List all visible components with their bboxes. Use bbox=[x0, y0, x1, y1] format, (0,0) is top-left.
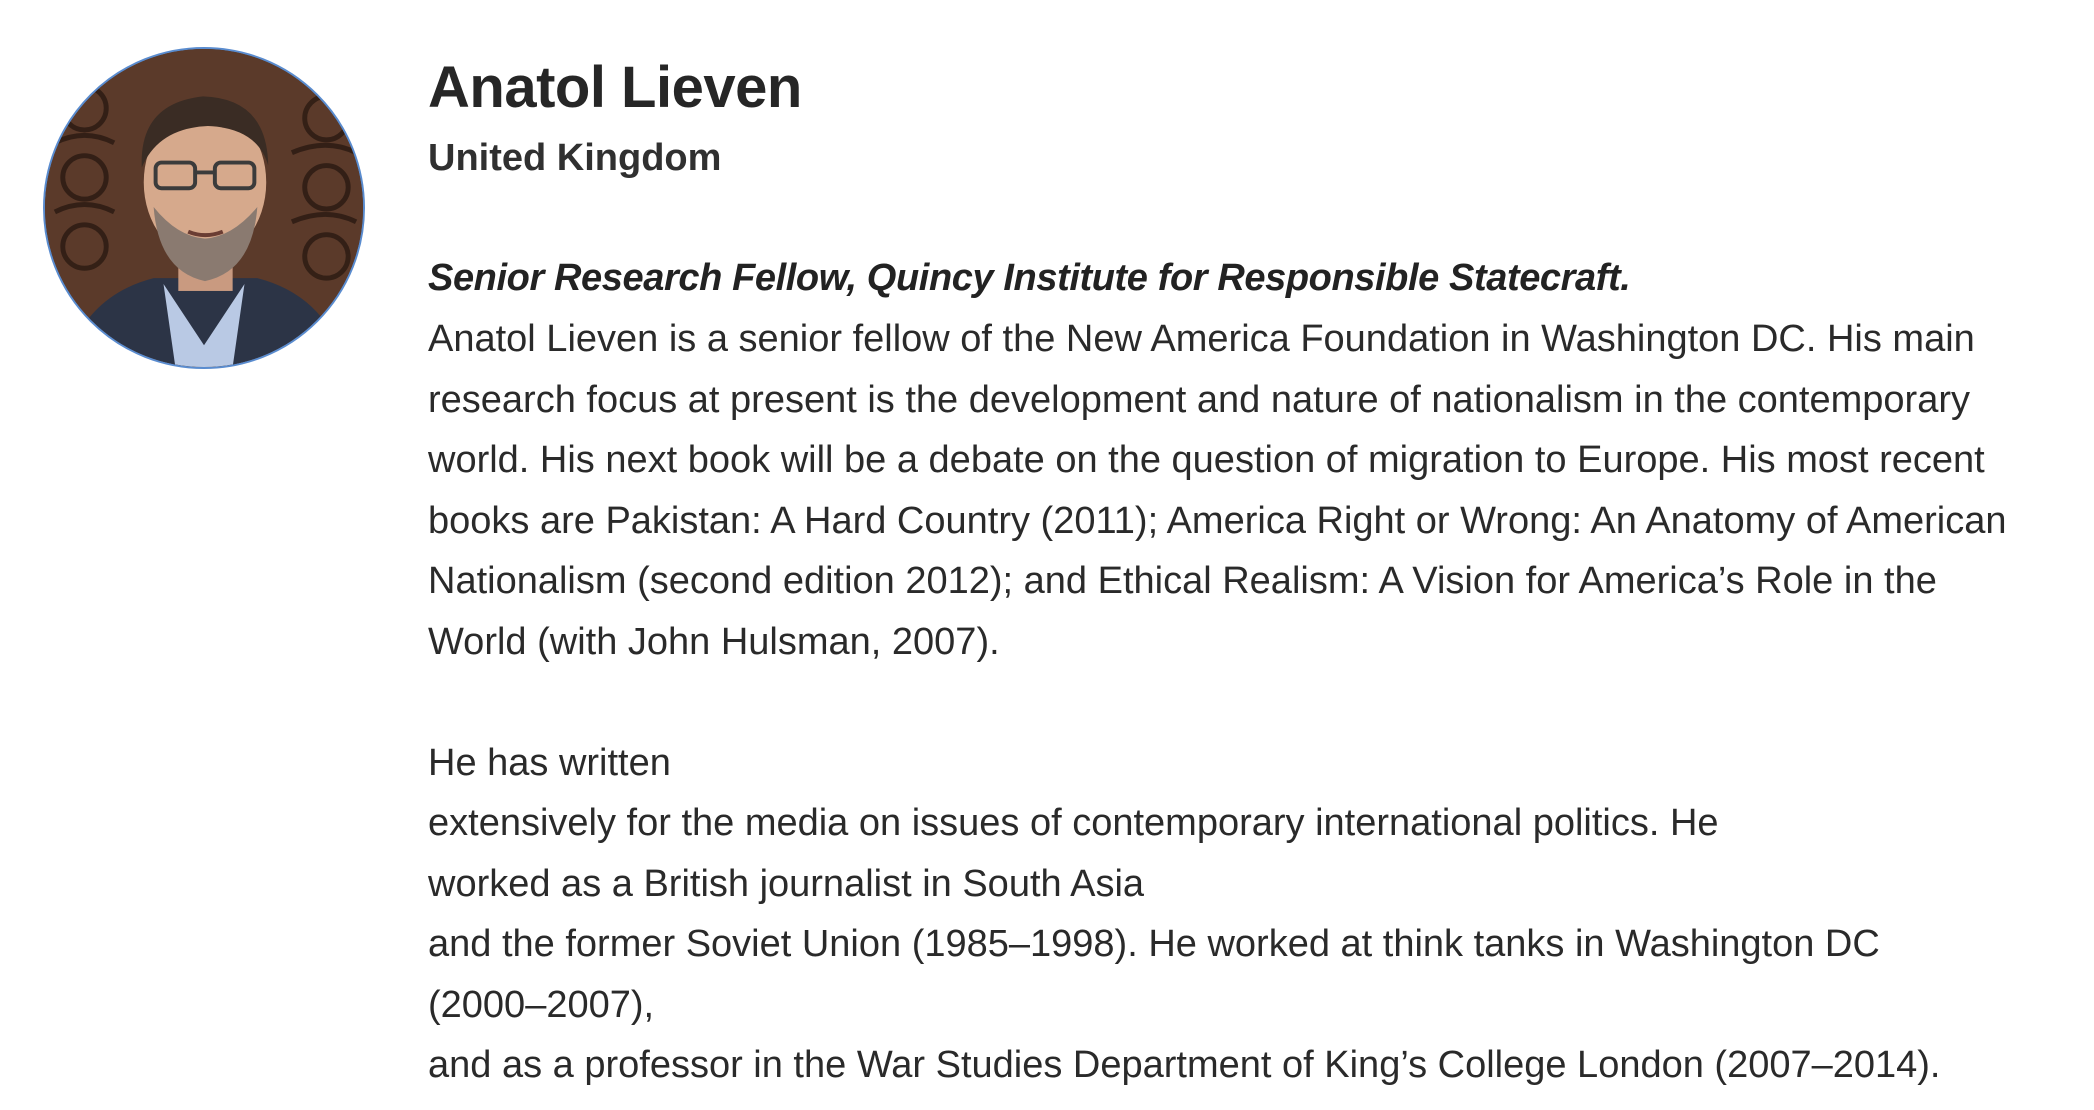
bio-line: and as a professor in the War Studies Department of King’s College London (2007–2014). bbox=[428, 1044, 1941, 1086]
spacer bbox=[428, 188, 2068, 248]
bio-line: (2000–2007), bbox=[428, 983, 655, 1026]
bio-paragraph-1 bbox=[428, 309, 2068, 672]
bio-paragraph-2 bbox=[428, 733, 2068, 1096]
bio-line: research focus at present is the development and nature of nationalism in the contemporary bbox=[428, 378, 1970, 421]
bio-line: and the former Soviet Union (1985–1998). He worked at think tanks in Washington DC bbox=[428, 923, 1880, 965]
profile-content bbox=[428, 48, 2068, 1096]
bio-line: books are Pakistan: A Hard Country (2011); America Right or Wrong: An Anatomy of American bbox=[428, 499, 2007, 542]
bio-line: World (with John Hulsman, 2007). bbox=[428, 620, 1000, 663]
profile-photo bbox=[43, 47, 365, 369]
bio-line: world. His next book will be a debate on the question of migration to Europe. His most recent bbox=[428, 439, 1985, 481]
profile-name: Anatol Lieven bbox=[428, 55, 802, 120]
profile-country: United Kingdom bbox=[428, 137, 722, 179]
bio-line: Anatol Lieven is a senior fellow of the New America Foundation in Washington DC. His main bbox=[428, 318, 1975, 360]
spacer bbox=[428, 672, 2068, 733]
bio-line: extensively for the media on issues of contemporary international politics. He bbox=[428, 802, 1719, 844]
bio-line: Nationalism (second edition 2012); and Ethical Realism: A Vision for America’s Role in the bbox=[428, 560, 1937, 602]
profile-role: Senior Research Fellow, Quincy Institute for Responsible Statecraft. bbox=[428, 257, 1631, 299]
bio-line: He has written bbox=[428, 741, 671, 784]
bio-line: worked as a British journalist in South Asia bbox=[428, 862, 1145, 905]
